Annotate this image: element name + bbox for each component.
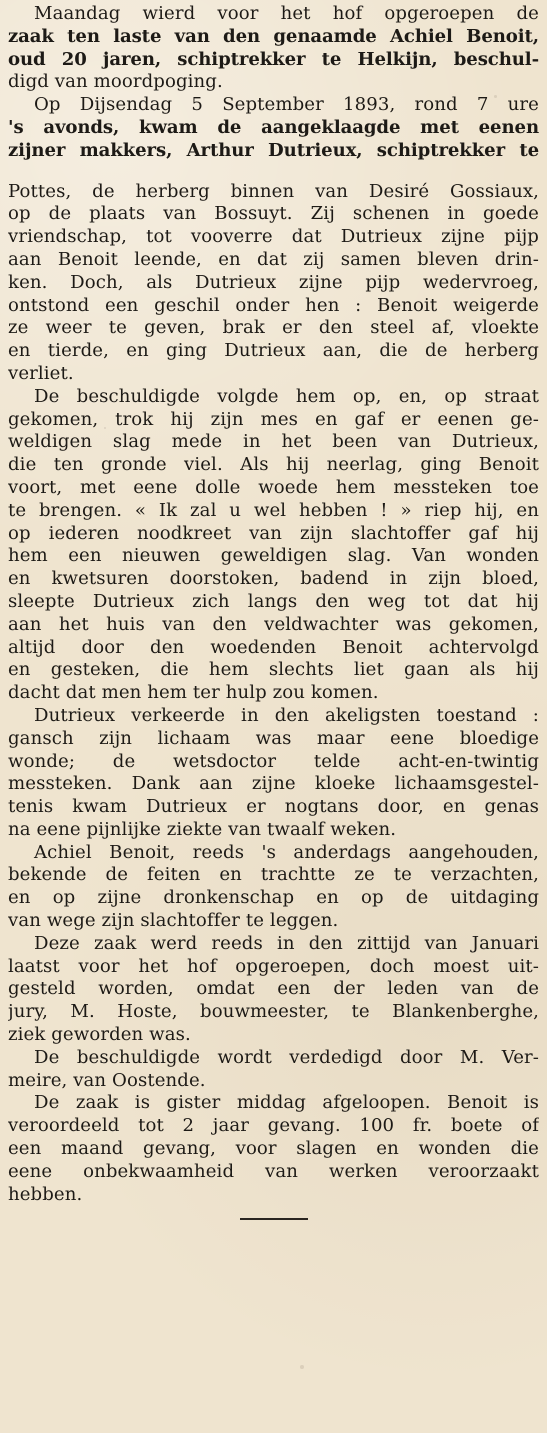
article-line: op iederen noodkreet van zijn slachtoffer gaf hij xyxy=(8,522,539,544)
article-line: gekomen, trok hij zijn mes en gaf er eenen ge- xyxy=(8,408,539,430)
article-line: en gesteken, die hem slechts liet gaan als hij xyxy=(8,659,539,681)
article-line: na eene pijnlijke ziekte van twaalf weken. xyxy=(8,818,397,840)
article-line: aan Benoit leende, en dat zij samen bleven drin- xyxy=(8,248,539,270)
article-line: gesteld worden, omdat een der leden van de xyxy=(8,978,539,1000)
article-body xyxy=(8,181,539,1207)
article-line: messteken. Dank aan zijne kloeke lichaamsgestel- xyxy=(8,773,539,795)
article-line: De zaak is gister middag afgeloopen. Benoit is xyxy=(34,1092,539,1114)
article-line: te brengen. « Ik zal u wel hebben ! » riep hij, en xyxy=(8,499,539,521)
article-line: ziek geworden was. xyxy=(8,1024,191,1046)
paper-speck xyxy=(104,427,106,429)
article-line: veroordeeld tot 2 jaar gevang. 100 fr. boete of xyxy=(8,1115,539,1137)
article-line: zijner makkers, Arthur Dutrieux, schiptrekker te xyxy=(8,139,539,161)
article-line: wonde; de wetsdoctor telde acht-en-twintig xyxy=(8,750,539,772)
article-line: jury, M. Hoste, bouwmeester, te Blankenberghe, xyxy=(8,1001,539,1023)
article-line: die ten gronde viel. Als hij neerlag, ging Benoit xyxy=(8,454,539,476)
article-intro xyxy=(8,3,539,163)
article-line: en tierde, en ging Dutrieux aan, die de herberg xyxy=(8,340,539,362)
article-line: dacht dat men hem ter hulp zou komen. xyxy=(8,682,379,704)
article-line: altijd door den woedenden Benoit achtervolgd xyxy=(8,636,539,658)
article-line: hebben. xyxy=(8,1183,83,1205)
article-line: ontstond een geschil onder hen : Benoit weigerde xyxy=(8,294,539,316)
article-line: op de plaats van Bossuyt. Zij schenen in goede xyxy=(8,203,539,225)
article-line: Pottes, de herberg binnen van Desiré Gossiaux, xyxy=(8,180,539,202)
article-line: tenis kwam Dutrieux er nogtans door, en genas xyxy=(8,796,539,818)
article-line: ze weer te geven, brak er den steel af, vloekte xyxy=(8,317,539,339)
article-line: De beschuldigde volgde hem op, en, op straat xyxy=(34,385,539,407)
article-line: eene onbekwaamheid van werken veroorzaakt xyxy=(8,1160,539,1182)
article-line: meire, van Oostende. xyxy=(8,1069,206,1091)
article-line: weldigen slag mede in het been van Dutrieux, xyxy=(8,431,539,453)
article-end-rule xyxy=(240,1218,308,1220)
article-line: Dutrieux verkeerde in den akeligsten toestand : xyxy=(34,704,539,726)
article-line: zaak ten laste van den genaamde Achiel Benoit, xyxy=(8,25,539,47)
article-line: Op Dijsendag 5 September 1893, rond 7 ure xyxy=(34,94,539,116)
article-line: 's avonds, kwam de aangeklaagde met eenen xyxy=(8,116,539,138)
article-line: oud 20 jaren, schiptrekker te Helkijn, beschul- xyxy=(8,48,539,70)
article-line: gansch zijn lichaam was maar eene bloedige xyxy=(8,727,539,749)
article-line: De beschuldigde wordt verdedigd door M. Ver- xyxy=(34,1046,539,1068)
article-line: voort, met eene dolle woede hem messteken toe xyxy=(8,476,539,498)
article-line: een maand gevang, voor slagen en wonden die xyxy=(8,1138,539,1160)
article-line: aan het huis van den veldwachter was gekomen, xyxy=(8,613,539,635)
article-line: Maandag wierd voor het hof opgeroepen de xyxy=(34,3,539,24)
article-line: hem een nieuwen geweldigen slag. Van wonden xyxy=(8,545,539,567)
article-line: van wege zijn slachtoffer te leggen. xyxy=(8,910,339,932)
article-line: en op zijne dronkenschap en op de uitdaging xyxy=(8,887,539,909)
article-line: Deze zaak werd reeds in den zittijd van Januari xyxy=(34,932,539,954)
article-column xyxy=(8,3,539,1220)
article-line: sleepte Dutrieux zich langs den weg tot dat hij xyxy=(8,590,539,612)
paper-speck xyxy=(494,95,497,98)
article-line: laatst voor het hof opgeroepen, doch moest uit- xyxy=(8,955,539,977)
article-line: bekende de feiten en trachtte ze te verzachten, xyxy=(8,864,539,886)
article-line: verliet. xyxy=(8,362,74,384)
article-line: digd van moordpoging. xyxy=(8,71,223,93)
article-line: en kwetsuren doorstoken, badend in zijn bloed, xyxy=(8,568,539,590)
article-line: Achiel Benoit, reeds 's anderdags aangehouden, xyxy=(34,841,539,863)
paper-speck xyxy=(300,1365,304,1369)
article-line: vriendschap, tot vooverre dat Dutrieux zijne pijp xyxy=(8,226,539,248)
article-line: ken. Doch, als Dutrieux zijne pijp wedervroeg, xyxy=(8,271,539,293)
